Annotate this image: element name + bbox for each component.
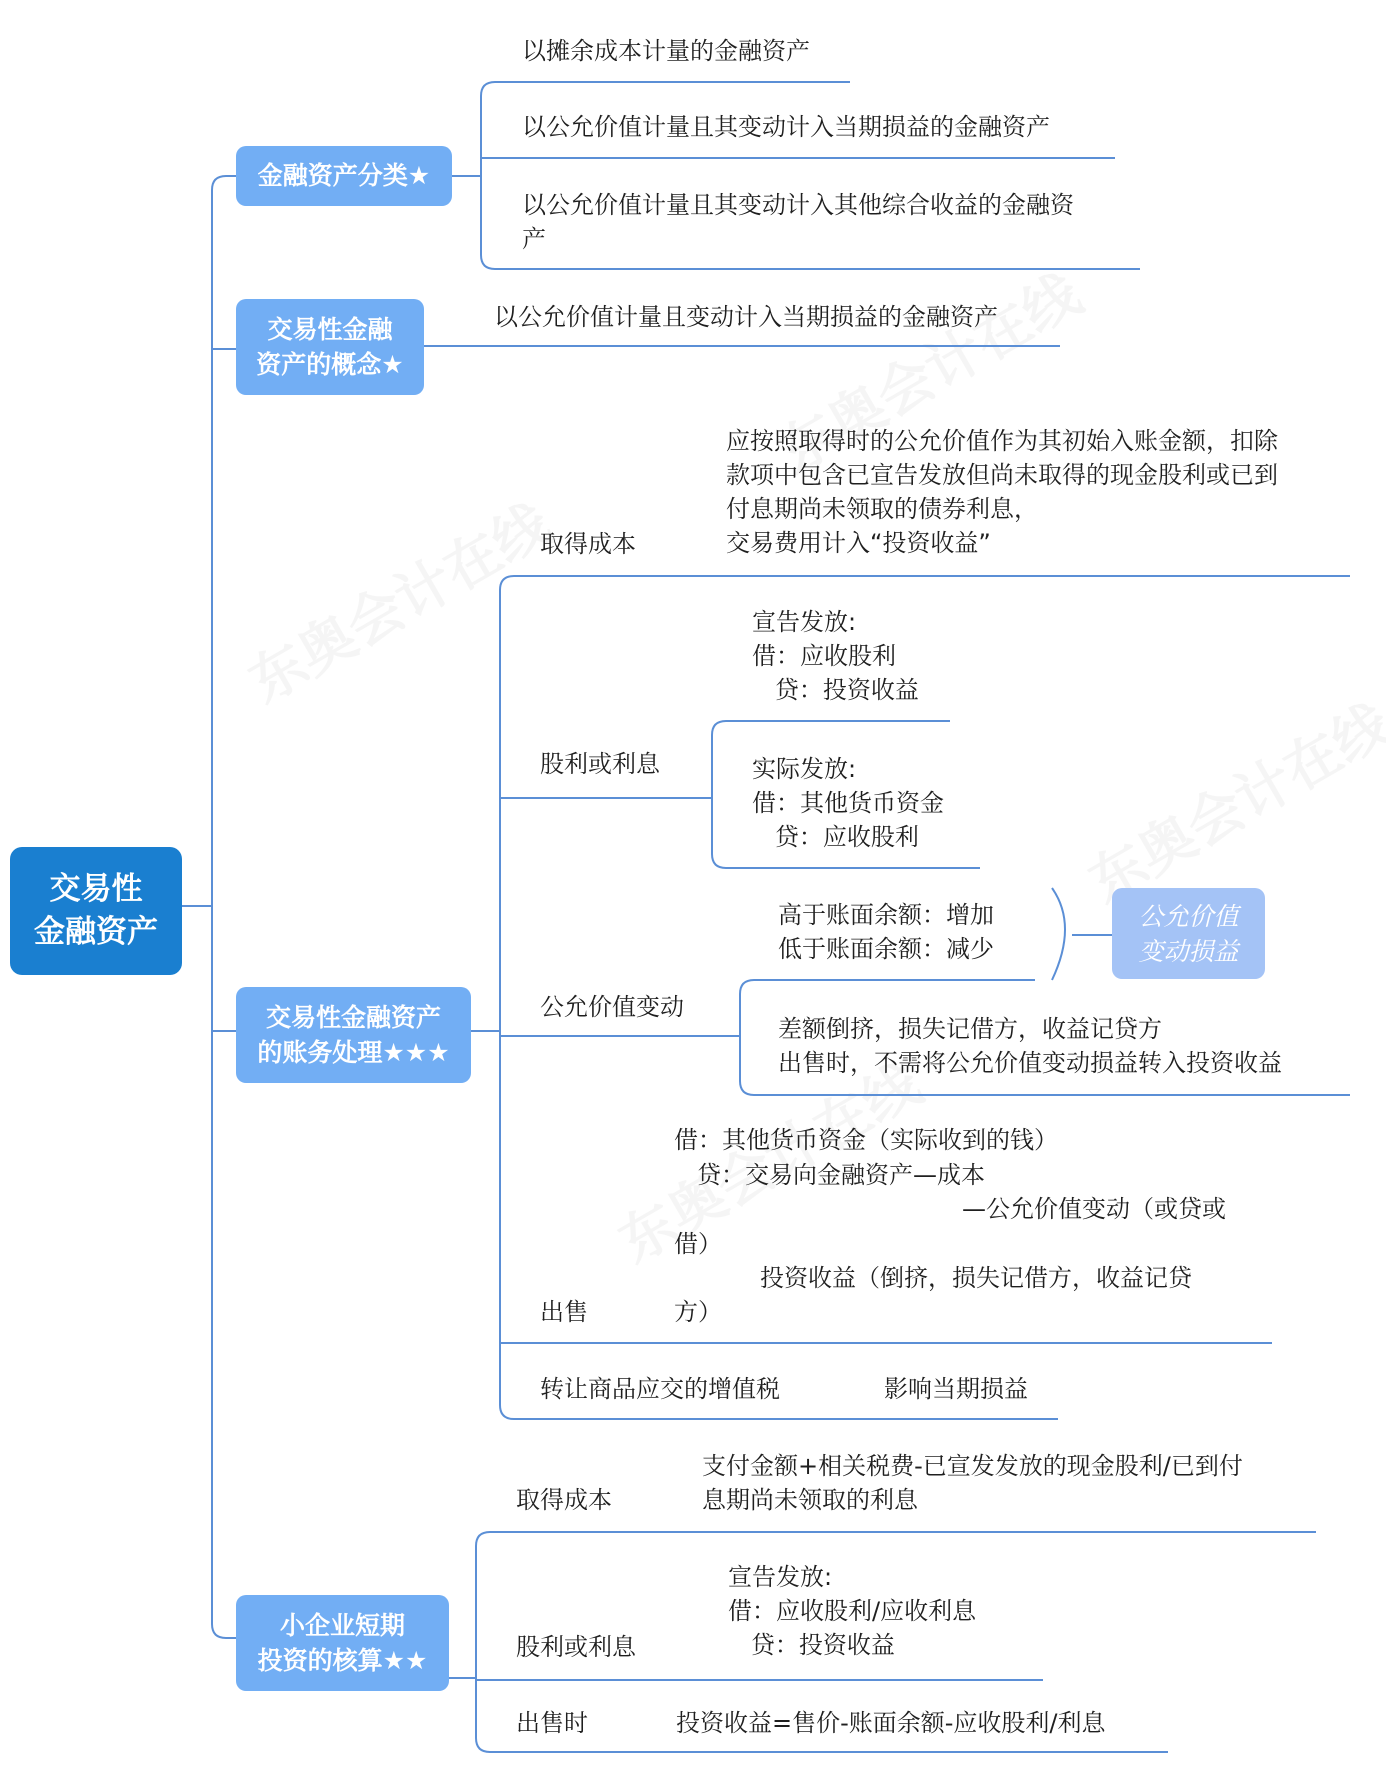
b3-acq-label: 取得成本 xyxy=(540,530,636,558)
b3-sale-line2: 贷：交易向金融资产—成本 xyxy=(697,1161,985,1189)
b3-sale-line3: —公允价值变动（或贷或 xyxy=(962,1195,1226,1223)
b4-acq-label: 取得成本 xyxy=(516,1486,612,1514)
b3-vat-label: 转让商品应交的增值税 xyxy=(540,1375,780,1403)
branch-classification: 金融资产分类★ xyxy=(236,146,452,206)
b3-div-label: 股利或利息 xyxy=(540,750,660,778)
b2-item-definition: 以公允价值计量且变动计入当期损益的金融资产 xyxy=(494,303,998,331)
b1-item-amortized-cost: 以摊余成本计量的金融资产 xyxy=(522,37,810,65)
b3-fv-note: 差额倒挤，损失记借方，收益记贷方 出售时，不需将公允价值变动损益转入投资收益 xyxy=(778,1015,1282,1077)
b4-div-text: 宣告发放: 借：应收股利/应收利息 贷：投资收益 xyxy=(728,1563,977,1659)
b1-item-fvoci: 以公允价值计量且其变动计入其他综合收益的金融资 产 xyxy=(522,191,1074,253)
b1-line xyxy=(481,82,850,96)
b3-acq-text: 应按照取得时的公允价值作为其初始入账金额，扣除 款项中包含已宣告发放但尚未取得的现金股利或已到 付息期尚未领取的债券利息， 交易费用计入“投资收益” xyxy=(726,427,1278,557)
b3-line xyxy=(712,721,950,735)
fv-gain-loss-tag: 公允价值 变动损益 xyxy=(1112,888,1265,979)
b3-sale-line6: 方） xyxy=(674,1298,722,1326)
b3-fv-cases: 高于账面余额：增加 低于账面余额：减少 xyxy=(778,901,994,963)
b3-line xyxy=(500,576,1350,590)
b3-sale-label: 出售 xyxy=(540,1298,588,1326)
b3-sale-line5: 投资收益（倒挤，损失记借方，收益记贷 xyxy=(760,1264,1192,1292)
trunk-line xyxy=(212,176,236,190)
b4-acq-text: 支付金额+相关税费-已宣发发放的现金股利/已到付 息期尚未领取的利息 xyxy=(702,1452,1243,1514)
b4-sale-text: 投资收益=售价-账面余额-应收股利/利息 xyxy=(676,1709,1106,1737)
b3-line xyxy=(1052,888,1065,980)
b3-vat-text: 影响当期损益 xyxy=(884,1375,1028,1403)
b4-div-label: 股利或利息 xyxy=(516,1633,636,1661)
root-node: 交易性 金融资产 xyxy=(10,847,182,975)
branch-small-enterprise: 小企业短期 投资的核算★★ xyxy=(236,1595,449,1691)
b1-item-fvtpl: 以公允价值计量且其变动计入当期损益的金融资产 xyxy=(522,113,1050,141)
b3-sale-line1: 借：其他货币资金（实际收到的钱） xyxy=(674,1126,1058,1154)
b3-fv-label: 公允价值变动 xyxy=(540,993,684,1021)
trunk-line xyxy=(212,1624,236,1638)
b4-sale-label: 出售时 xyxy=(516,1709,588,1737)
b3-div-declared: 宣告发放: 借：应收股利 贷：投资收益 xyxy=(752,608,919,704)
branch-accounting: 交易性金融资产 的账务处理★★★ xyxy=(236,987,471,1083)
b3-line xyxy=(740,980,1035,994)
branch-concept: 交易性金融 资产的概念★ xyxy=(236,299,424,395)
b4-line xyxy=(476,1532,1316,1546)
b3-div-actual: 实际发放: 借：其他货币资金 贷：应收股利 xyxy=(752,755,944,851)
b3-sale-line4: 借） xyxy=(674,1230,722,1258)
